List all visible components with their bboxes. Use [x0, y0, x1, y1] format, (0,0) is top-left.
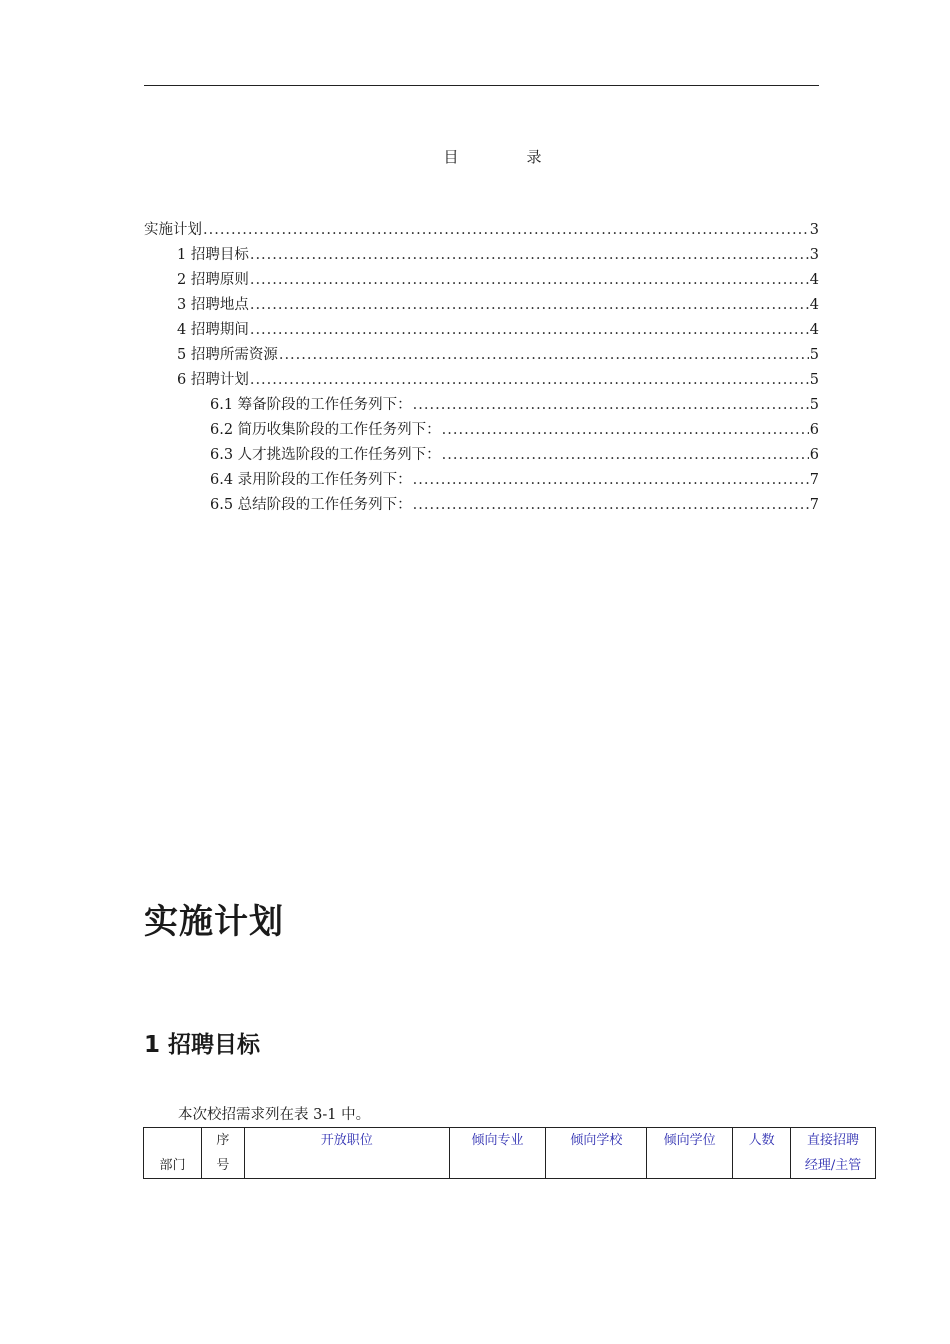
- toc-entry-page: 3: [809, 247, 819, 263]
- toc-entry[interactable]: [144, 243, 819, 268]
- header-rule: [144, 85, 819, 86]
- col-header-no-line2: 号: [216, 1158, 230, 1173]
- toc-leader: [413, 472, 809, 488]
- toc-entry-label: 3 招聘地点: [177, 297, 249, 313]
- toc-entry-label: 6.4 录用阶段的工作任务列下：: [210, 472, 412, 488]
- toc-entry[interactable]: [144, 393, 819, 418]
- col-header-manager: [791, 1128, 876, 1179]
- toc-entry-label: 6.5 总结阶段的工作任务列下：: [210, 497, 412, 513]
- toc-entry-label: 1 招聘目标: [177, 247, 249, 263]
- toc-entry-label: 6.2 简历收集阶段的工作任务列下：: [210, 422, 441, 438]
- col-header-no-line1: 序: [216, 1133, 230, 1148]
- col-header-position: 开放职位: [244, 1128, 449, 1179]
- toc-entry[interactable]: [144, 268, 819, 293]
- toc-entry-page: 5: [809, 372, 819, 388]
- section-heading: 实施计划: [144, 902, 284, 942]
- toc-title: [0, 146, 950, 167]
- toc-entry[interactable]: [144, 343, 819, 368]
- toc-title-char-1: 目: [443, 148, 459, 166]
- toc-leader: [250, 297, 809, 313]
- toc-entry[interactable]: [144, 468, 819, 493]
- toc-entry-page: 6: [809, 422, 819, 438]
- toc-leader: [250, 272, 809, 288]
- toc-entry-label: 4 招聘期间: [177, 322, 249, 338]
- toc-leader: [250, 247, 809, 263]
- toc-entry-label: 5 招聘所需资源: [177, 347, 278, 363]
- col-header-dept: 部门: [144, 1128, 202, 1179]
- toc-entry-page: 3: [809, 222, 819, 238]
- col-header-count: 人数: [733, 1128, 791, 1179]
- toc-leader: [442, 422, 809, 438]
- toc-entry-page: 4: [809, 272, 819, 288]
- toc-entry[interactable]: [144, 318, 819, 343]
- toc-entry-page: 5: [809, 397, 819, 413]
- col-header-manager-line2: 经理/主管: [804, 1158, 862, 1173]
- toc-leader: [413, 497, 809, 513]
- toc-leader: [279, 347, 809, 363]
- toc-entry-page: 5: [809, 347, 819, 363]
- toc-entry-label: 2 招聘原则: [177, 272, 249, 288]
- toc-entry-label: 实施计划: [144, 222, 202, 238]
- toc-entry-label: 6 招聘计划: [177, 372, 249, 388]
- col-header-no: [201, 1128, 244, 1179]
- toc-entry-page: 7: [809, 472, 819, 488]
- toc-entry-label: 6.1 筹备阶段的工作任务列下：: [210, 397, 412, 413]
- toc-title-char-2: 录: [526, 148, 542, 166]
- toc-entry-label: 6.3 人才挑选阶段的工作任务列下：: [210, 447, 441, 463]
- recruitment-table: [143, 1127, 876, 1179]
- toc-entry-page: 4: [809, 297, 819, 313]
- toc-entry[interactable]: [144, 218, 819, 243]
- toc-entry-page: 6: [809, 447, 819, 463]
- toc-leader: [250, 372, 809, 388]
- toc-entry[interactable]: [144, 418, 819, 443]
- toc-leader: [442, 447, 809, 463]
- toc-entry-page: 4: [809, 322, 819, 338]
- table-of-contents: [144, 218, 819, 518]
- toc-entry[interactable]: [144, 493, 819, 518]
- col-header-manager-line1: 直接招聘: [807, 1133, 860, 1148]
- subsection-heading: 1 招聘目标: [144, 1032, 261, 1058]
- col-header-degree: 倾向学位: [647, 1128, 733, 1179]
- toc-entry[interactable]: [144, 368, 819, 393]
- toc-entry-page: 7: [809, 497, 819, 513]
- intro-paragraph: 本次校招需求列在表 3-1 中。: [178, 1107, 371, 1123]
- col-header-major: 倾向专业: [449, 1128, 546, 1179]
- toc-leader: [250, 322, 809, 338]
- toc-entry[interactable]: [144, 443, 819, 468]
- toc-entry[interactable]: [144, 293, 819, 318]
- toc-leader: [413, 397, 809, 413]
- table-header-row: [144, 1128, 876, 1179]
- toc-leader: [203, 222, 809, 238]
- col-header-school: 倾向学校: [546, 1128, 647, 1179]
